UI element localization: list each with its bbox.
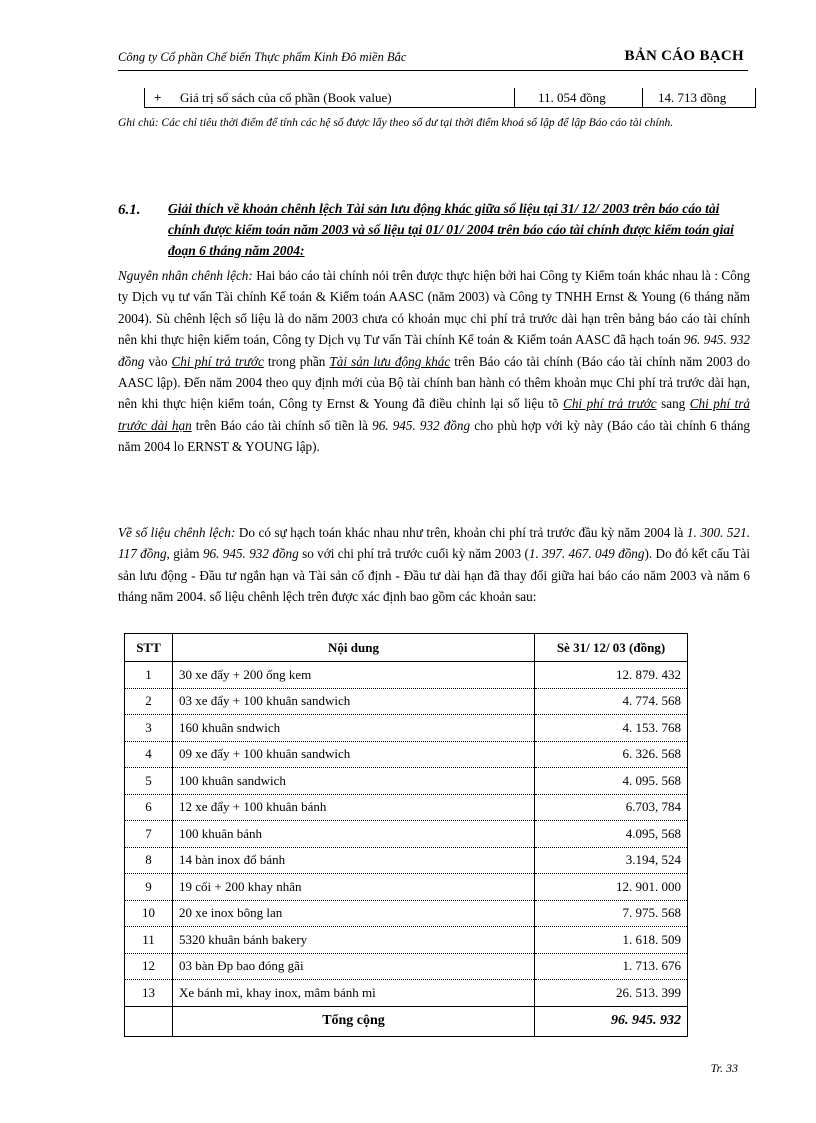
row-value: 4. 095. 568 (535, 768, 688, 795)
term-long-term-prepaid: Chi phí trả trước dài hạn (118, 396, 750, 433)
text: cho phù hợp với kỳ này (Báo cáo tài chính 6 tháng năm 2004 lo ERNST & YOUNG lập). (118, 417, 751, 455)
total-value: 96. 945. 932 (535, 1006, 688, 1036)
text: trên Báo cáo tài chính số tiền là (191, 417, 373, 433)
row-content: Xe bánh mì, khay inox, mâm bánh mì (173, 980, 535, 1007)
book-value-2003: 11. 054 đồng (538, 90, 606, 105)
header-value: Sè 31/ 12/ 03 (đồng) (535, 634, 688, 662)
text: Do có sự hạch toán khác nhau như trên, khoản chi phí trả trước đầu kỳ năm 2004 là (235, 525, 687, 540)
row-stt: 13 (125, 980, 173, 1007)
row-content: 19 cối + 200 khay nhân (173, 874, 535, 901)
text: Hai báo cáo tài chính nói trên được thực hiện bởi hai Công ty Kiểm toán khác nhau là : Công ty Dịch vụ tư vấn Tài chính Kế toán & Kiểm toán AASC (năm 2003) và Công ty TNHH Ernst & Young (6 tháng năm 2004). Sù chênh lệch số liệu là do năm 2003 chưa có khoản mục chi phí trả trước dài hạn trên bảng báo cáo tài chính nên khi thực hiện kiểm toán, Công ty Dịch vụ Tư vấn Tài chính Kế toán & Kiểm toán AASC đã hạch toán (118, 268, 750, 348)
row-value: 7. 975. 568 (535, 900, 688, 927)
row-stt: 7 (125, 821, 173, 848)
row-content: 09 xe đẩy + 100 khuân sandwich (173, 741, 535, 768)
book-value-2004: 14. 713 đồng (658, 90, 727, 105)
text: , giảm (166, 546, 203, 562)
total-empty-cell (125, 1006, 173, 1036)
row-value: 12. 901. 000 (535, 874, 688, 901)
table-row (125, 768, 688, 795)
row-value: 4. 774. 568 (535, 688, 688, 715)
text: sang (656, 396, 690, 412)
document-title: BẢN CÁO BẠCH (624, 48, 744, 64)
paragraph-cause (118, 265, 750, 458)
header-stt: STT (125, 634, 173, 662)
row-value: 26. 513. 399 (535, 980, 688, 1007)
row-stt: 12 (125, 953, 173, 980)
table-row (125, 900, 688, 927)
section-title: Giải thích về khoản chênh lệch Tài sản lưu động khác giữa số liệu tại 31/ 12/ 2003 trên báo cáo tài chính được kiểm toán năm 2003 và số liệu tại 01/ 01/ 2004 trên báo cáo tài chính được kiểm toán giai đoạn 6 tháng năm 2004: (168, 201, 734, 258)
row-border (144, 88, 145, 107)
row-content: 100 khuân sandwich (173, 768, 535, 795)
table-row (125, 980, 688, 1007)
row-content: 5320 khuân bánh bakery (173, 927, 535, 954)
table-header-row (125, 634, 688, 662)
table-row (125, 688, 688, 715)
row-stt: 5 (125, 768, 173, 795)
row-border (755, 88, 756, 107)
paragraph-difference (118, 522, 750, 608)
row-stt: 8 (125, 847, 173, 874)
paragraph-label: Nguyên nhân chênh lệch: (118, 268, 253, 283)
amount: 1. 397. 467. 049 đồng (528, 546, 645, 562)
section-number: 6.1. (118, 202, 141, 218)
book-value-row (144, 88, 756, 108)
note-text: Ghi chú: Các chỉ tiêu thời điểm để tính các hệ số được lấy theo số dư tại thời điểm khoá sổ lập để lập Báo cáo tài chính. (118, 117, 674, 129)
amount: 96. 945. 932 đồng (202, 546, 299, 562)
table-row (125, 927, 688, 954)
term-prepaid: Chi phí trả trước (171, 353, 264, 369)
table-row (125, 794, 688, 821)
table-row (125, 821, 688, 848)
text: so với chi phí trả trước cuối kỳ năm 2003 ( (298, 546, 529, 562)
row-content: 30 xe đẩy + 200 ống kem (173, 662, 535, 689)
book-value-label: Giá trị sổ sách của cổ phần (Book value) (180, 90, 392, 105)
row-value: 4.095, 568 (535, 821, 688, 848)
header-content: Nội dung (173, 634, 535, 662)
row-content: 14 bàn inox đổ bánh (173, 847, 535, 874)
row-content: 03 xe đẩy + 100 khuân sandwich (173, 688, 535, 715)
row-stt: 3 (125, 715, 173, 742)
row-stt: 10 (125, 900, 173, 927)
text: trên Báo cáo tài chính (Báo cáo tài chính năm 2003 do AASC lập). Đến năm 2004 theo quy định mới của Bộ tài chính ban hành có thêm khoản mục Chi phí trả trước dài hạn, nên khi thực hiện kiểm toán, Công ty Ernst & Young đã điều chỉnh lại số liệu tõ (118, 353, 750, 412)
row-stt: 4 (125, 741, 173, 768)
text: ). Do đó kết cấu Tài sản lưu động - Đầu tư ngắn hạn và Tài sản cố định - Đầu tư dài hạn đã thay đổi giữa hai báo cáo năm 2003 và năm 6 tháng năm 2004. số liệu chênh lệch trên được xác định bao gồm các khoản sau: (118, 546, 751, 605)
row-value: 12. 879. 432 (535, 662, 688, 689)
paragraph-label: Về số liệu chênh lệch: (118, 525, 236, 540)
table-row (125, 953, 688, 980)
row-stt: 11 (125, 927, 173, 954)
amount: 96. 945. 932 đồng (118, 332, 751, 369)
text: vào (144, 353, 172, 369)
row-stt: 2 (125, 688, 173, 715)
table-row (125, 715, 688, 742)
amount: 96. 945. 932 đồng (372, 417, 471, 433)
difference-table (124, 633, 688, 1037)
row-value: 6. 326. 568 (535, 741, 688, 768)
amount: 1. 300. 521. 117 đồng (118, 525, 751, 562)
bullet: + (154, 90, 162, 105)
row-content: 03 bàn Đp bao đóng gãi (173, 953, 535, 980)
total-row (125, 1006, 688, 1036)
table-row (125, 874, 688, 901)
page-header (118, 46, 748, 71)
column-divider (514, 88, 515, 107)
column-divider (642, 88, 643, 107)
row-value: 1. 618. 509 (535, 927, 688, 954)
page-number: Tr. 33 (710, 1061, 738, 1075)
row-content: 160 khuân sndwich (173, 715, 535, 742)
row-value: 1. 713. 676 (535, 953, 688, 980)
row-content: 100 khuân bánh (173, 821, 535, 848)
row-value: 3.194, 524 (535, 847, 688, 874)
row-value: 4. 153. 768 (535, 715, 688, 742)
row-stt: 1 (125, 662, 173, 689)
row-stt: 6 (125, 794, 173, 821)
company-name: Công ty Cổ phần Chế biến Thực phẩm Kinh Đô miền Bắc (118, 50, 407, 64)
table-row (125, 847, 688, 874)
term-prepaid: Chi phí trả trước (563, 396, 657, 412)
row-content: 12 xe đẩy + 100 khuân bánh (173, 794, 535, 821)
text: trong phần (263, 353, 330, 369)
row-content: 20 xe inox bông lan (173, 900, 535, 927)
table-row (125, 741, 688, 768)
table-row (125, 662, 688, 689)
row-stt: 9 (125, 874, 173, 901)
term-other-assets: Tài sản lưu động khác (329, 353, 451, 369)
total-label: Tổng cộng (173, 1006, 535, 1036)
row-value: 6.703, 784 (535, 794, 688, 821)
